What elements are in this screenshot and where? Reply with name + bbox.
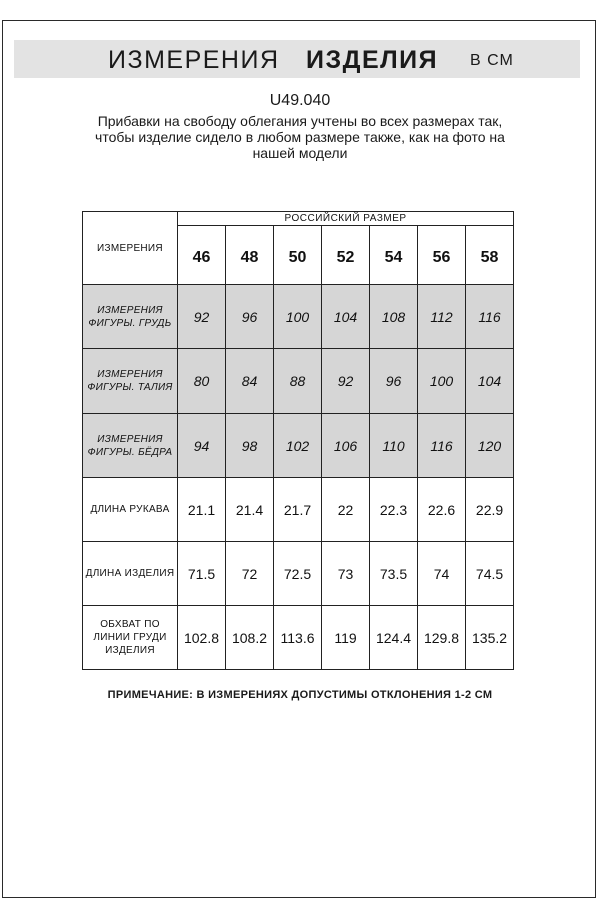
article-code: U49.040 (269, 92, 331, 109)
row-label-line: ИЗМЕРЕНИЯ (97, 369, 163, 380)
table-cell: 21.4 (226, 478, 274, 542)
table-cell: 98 (226, 414, 274, 478)
table-row-chest-girth (83, 606, 514, 670)
table-cell: 110 (370, 414, 418, 478)
table-cell: 22.9 (466, 478, 514, 542)
row-label-product-length (83, 542, 178, 606)
table-cell: 22.6 (418, 478, 466, 542)
table-cell: 96 (370, 349, 418, 414)
table-cell: 84 (226, 349, 274, 414)
table-cell: 102 (274, 414, 322, 478)
size-header-cell: 48 (226, 226, 274, 285)
row-label-hips (83, 414, 178, 478)
size-table (82, 211, 514, 670)
table-cell: 100 (418, 349, 466, 414)
table-row-product-length (83, 542, 514, 606)
row-label-sleeve-length (83, 478, 178, 542)
row-label-line: ИЗМЕРЕНИЯ (97, 433, 163, 445)
table-cell: 96 (226, 285, 274, 349)
table-cell: 112 (418, 285, 466, 349)
table-cell: 135.2 (466, 606, 514, 670)
size-header-cell: 52 (322, 226, 370, 285)
russian-size-header: РОССИЙСКИЙ РАЗМЕР (178, 212, 514, 226)
table-cell: 71.5 (178, 542, 226, 606)
table-cell: 102.8 (178, 606, 226, 670)
fit-note-line: нашей модели (252, 145, 348, 161)
fit-note-line: чтобы изделие сидело в любом размере также, как на фото на (95, 129, 505, 145)
table-cell: 22 (322, 478, 370, 542)
size-header-cell: 46 (178, 226, 226, 285)
row-label-line: ДЛИНА ИЗДЕЛИЯ (85, 568, 175, 579)
table-cell: 94 (178, 414, 226, 478)
table-row-sleeve-length (83, 478, 514, 542)
page-title-measurements: ИЗМЕРЕНИЯ (108, 46, 280, 74)
table-cell: 92 (178, 285, 226, 349)
table-row-waist (83, 349, 514, 414)
row-label-chest-girth (83, 606, 178, 670)
row-label-line: ИЗМЕРЕНИЯ (97, 304, 163, 316)
row-label-line: ОБХВАТ ПО (100, 619, 160, 630)
row-label-waist (83, 349, 178, 414)
table-cell: 129.8 (418, 606, 466, 670)
table-cell: 92 (322, 349, 370, 414)
table-cell: 116 (418, 414, 466, 478)
page-title-product: ИЗДЕЛИЯ (306, 46, 439, 74)
table-row-hips (83, 414, 514, 478)
table-cell: 72 (226, 542, 274, 606)
table-cell: 124.4 (370, 606, 418, 670)
size-header-cell: 50 (274, 226, 322, 285)
table-cell: 74 (418, 542, 466, 606)
table-cell: 119 (322, 606, 370, 670)
row-label-line: ФИГУРЫ. ТАЛИЯ (87, 382, 173, 393)
measurements-corner-cell: ИЗМЕРЕНИЯ (83, 212, 178, 285)
table-cell: 104 (322, 285, 370, 349)
size-header-cell: 56 (418, 226, 466, 285)
table-cell: 74.5 (466, 542, 514, 606)
row-label-line: ЛИНИИ ГРУДИ (93, 632, 167, 643)
table-cell: 80 (178, 349, 226, 414)
size-group-header-row (83, 212, 514, 226)
table-cell: 113.6 (274, 606, 322, 670)
table-cell: 108.2 (226, 606, 274, 670)
fit-note-line: Прибавки на свободу облегания учтены во всех размерах так, (97, 113, 503, 129)
table-cell: 116 (466, 285, 514, 349)
table-cell: 106 (322, 414, 370, 478)
table-cell: 88 (274, 349, 322, 414)
table-cell: 120 (466, 414, 514, 478)
row-label-line: ФИГУРЫ. ГРУДЬ (88, 317, 172, 329)
table-cell: 22.3 (370, 478, 418, 542)
table-row-chest (83, 285, 514, 349)
table-cell: 73.5 (370, 542, 418, 606)
table-cell: 21.1 (178, 478, 226, 542)
table-cell: 72.5 (274, 542, 322, 606)
row-label-line: ДЛИНА РУКАВА (90, 504, 170, 515)
row-label-line: ИЗДЕЛИЯ (105, 645, 155, 656)
table-cell: 104 (466, 349, 514, 414)
page-title-units: В СМ (470, 52, 514, 69)
row-label-chest (83, 285, 178, 349)
table-cell: 73 (322, 542, 370, 606)
table-cell: 108 (370, 285, 418, 349)
row-label-line: ФИГУРЫ. БЁДРА (87, 446, 173, 458)
table-cell: 21.7 (274, 478, 322, 542)
tolerance-note: ПРИМЕЧАНИЕ: В ИЗМЕРЕНИЯХ ДОПУСТИМЫ ОТКЛОНЕНИЯ 1-2 СМ (107, 689, 493, 701)
size-header-cell: 54 (370, 226, 418, 285)
table-cell: 100 (274, 285, 322, 349)
size-header-cell: 58 (466, 226, 514, 285)
